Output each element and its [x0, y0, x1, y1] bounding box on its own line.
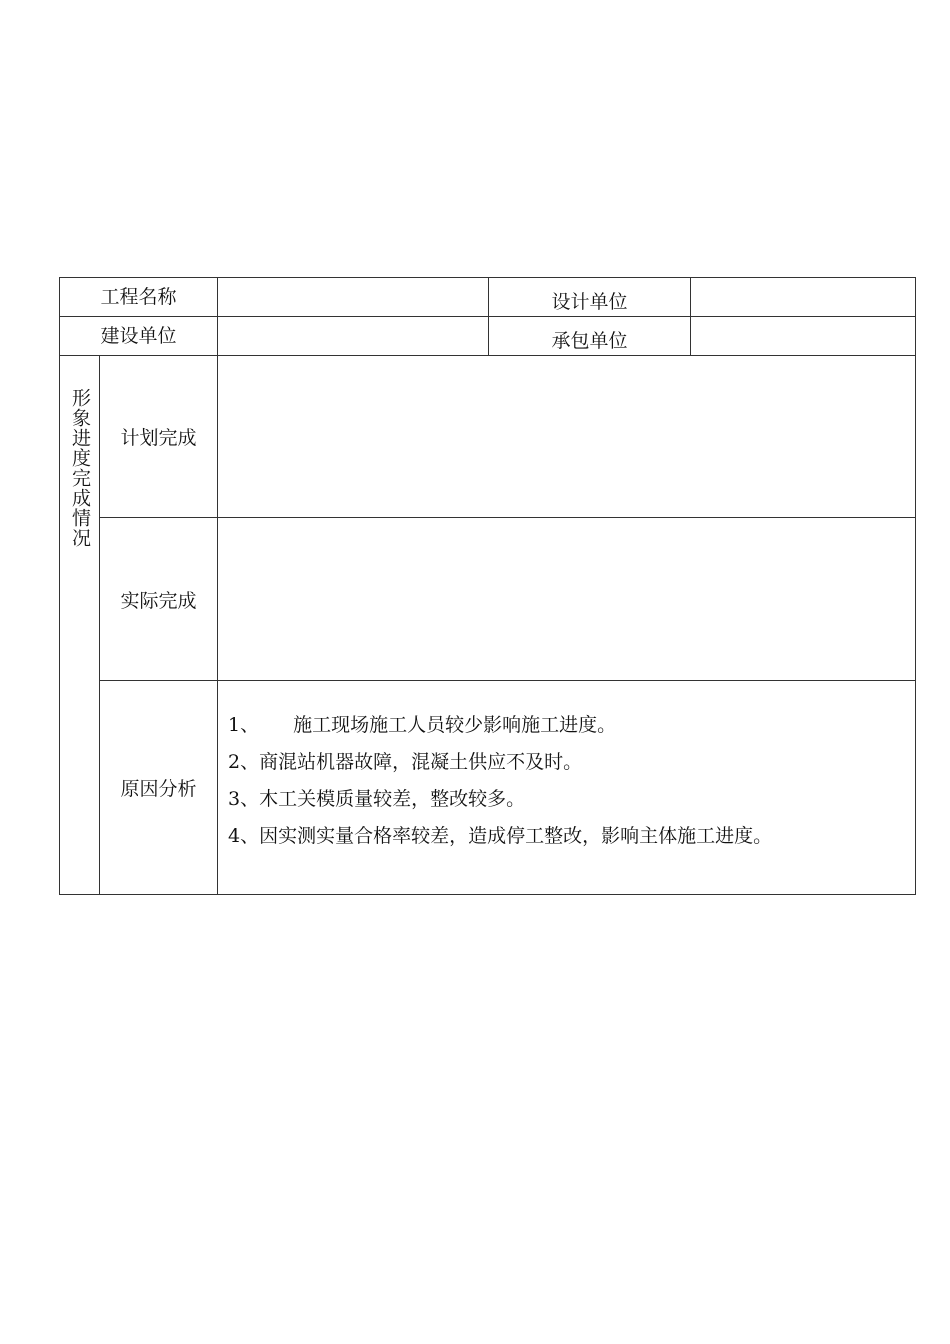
actual-label: 实际完成: [100, 518, 218, 680]
reason-list[interactable]: [218, 680, 916, 894]
reason-number: 2、: [228, 750, 260, 773]
reason-text: 商混站机器故障，混凝土供应不及时。: [259, 750, 583, 773]
actual-value[interactable]: [218, 518, 916, 680]
contractor-value[interactable]: [691, 317, 916, 356]
construction-unit-label: 建设单位: [60, 317, 218, 356]
design-unit-value[interactable]: [691, 278, 916, 317]
project-name-value[interactable]: [218, 278, 489, 317]
progress-section-title: 形象进度完成情况: [69, 388, 91, 549]
progress-section-label-cell: [60, 356, 100, 895]
design-unit-label: 设计单位: [489, 278, 691, 317]
reason-item: [228, 781, 915, 818]
reason-item: [228, 744, 915, 781]
row-actual: [60, 518, 916, 680]
reason-number: 1、: [228, 713, 260, 736]
reason-label: 原因分析: [100, 680, 218, 894]
planned-label: 计划完成: [100, 356, 218, 518]
reason-item: [228, 818, 915, 855]
reason-number: 4、: [228, 824, 260, 847]
contractor-label: 承包单位: [489, 317, 691, 356]
planned-value[interactable]: [218, 356, 916, 518]
construction-unit-value[interactable]: [218, 317, 489, 356]
reason-text: 木工关模质量较差，整改较多。: [259, 787, 526, 810]
progress-form-table: [59, 277, 916, 895]
reason-item: [228, 707, 915, 744]
reason-text: 施工现场施工人员较少影响施工进度。: [293, 713, 617, 736]
row-project-name: [60, 278, 916, 317]
project-name-label: 工程名称: [60, 278, 218, 317]
row-planned: [60, 356, 916, 518]
row-construction-unit: [60, 317, 916, 356]
row-reasons: [60, 680, 916, 894]
reason-text: 因实测实量合格率较差，造成停工整改，影响主体施工进度。: [259, 824, 773, 847]
reason-number: 3、: [228, 787, 260, 810]
